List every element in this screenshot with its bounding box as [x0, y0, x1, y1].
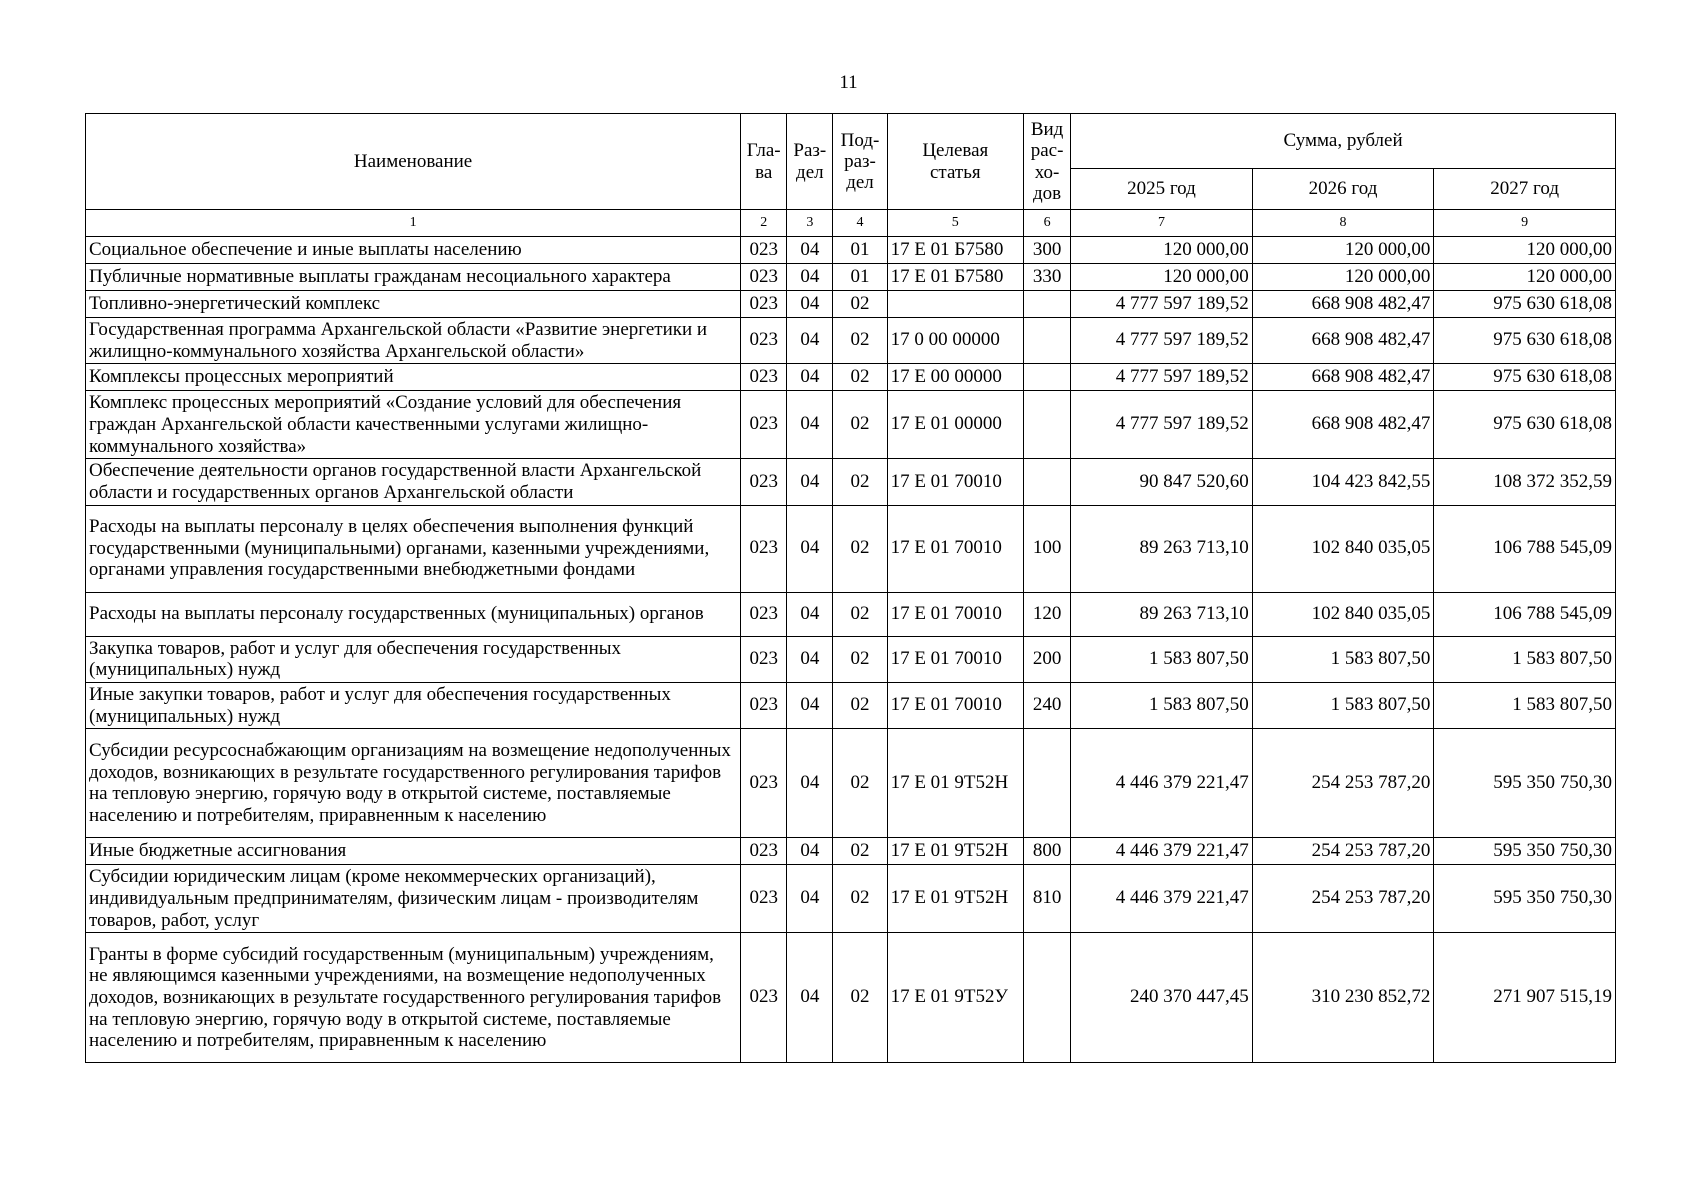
- row-expense-type: 120: [1024, 592, 1071, 636]
- row-amount-2026: 668 908 482,47: [1252, 391, 1434, 459]
- row-amount-2027: 1 583 807,50: [1434, 636, 1616, 682]
- row-target-article: 17 Е 01 Б7580: [887, 237, 1023, 264]
- header-subsection: Под- раз- дел: [833, 114, 887, 210]
- table-row: [86, 291, 1616, 318]
- row-expense-type: [1024, 933, 1071, 1063]
- header-sum-group: Сумма, рублей: [1071, 114, 1616, 169]
- row-chapter: 023: [741, 459, 787, 505]
- row-chapter: 023: [741, 237, 787, 264]
- row-chapter: 023: [741, 636, 787, 682]
- row-section: 04: [787, 636, 833, 682]
- column-number-2: 2: [741, 210, 787, 237]
- row-subsection: 02: [833, 291, 887, 318]
- row-name: Закупка товаров, работ и услуг для обеспечения государственных (муниципальных) нужд: [86, 636, 741, 682]
- column-number-1: 1: [86, 210, 741, 237]
- row-name: Комплексы процессных мероприятий: [86, 364, 741, 391]
- row-amount-2027: 975 630 618,08: [1434, 364, 1616, 391]
- column-number-3: 3: [787, 210, 833, 237]
- table-row: [86, 318, 1616, 364]
- row-section: 04: [787, 264, 833, 291]
- row-amount-2026: 104 423 842,55: [1252, 459, 1434, 505]
- row-subsection: 02: [833, 391, 887, 459]
- row-expense-type: [1024, 729, 1071, 838]
- row-amount-2026: 254 253 787,20: [1252, 865, 1434, 933]
- row-expense-type: 300: [1024, 237, 1071, 264]
- row-target-article: 17 0 00 00000: [887, 318, 1023, 364]
- row-amount-2025: 89 263 713,10: [1071, 505, 1253, 592]
- table-row: [86, 592, 1616, 636]
- header-year-2026: 2026 год: [1252, 169, 1434, 210]
- row-chapter: 023: [741, 592, 787, 636]
- row-target-article: 17 Е 01 9Т52Н: [887, 838, 1023, 865]
- header-year-2027: 2027 год: [1434, 169, 1616, 210]
- row-name: Комплекс процессных мероприятий «Создание условий для обеспечения граждан Архангельской области качественными услугами жилищно-коммунального хозяйства»: [86, 391, 741, 459]
- row-chapter: 023: [741, 364, 787, 391]
- row-amount-2026: 1 583 807,50: [1252, 682, 1434, 728]
- row-section: 04: [787, 592, 833, 636]
- row-amount-2026: 102 840 035,05: [1252, 592, 1434, 636]
- row-expense-type: 200: [1024, 636, 1071, 682]
- row-subsection: 02: [833, 636, 887, 682]
- row-amount-2027: 106 788 545,09: [1434, 592, 1616, 636]
- row-subsection: 01: [833, 264, 887, 291]
- header-chapter: Гла- ва: [741, 114, 787, 210]
- table-row: [86, 237, 1616, 264]
- row-target-article: 17 Е 01 70010: [887, 592, 1023, 636]
- row-amount-2025: 4 777 597 189,52: [1071, 291, 1253, 318]
- row-subsection: 02: [833, 459, 887, 505]
- row-chapter: 023: [741, 264, 787, 291]
- row-amount-2025: 4 446 379 221,47: [1071, 865, 1253, 933]
- column-number-7: 7: [1071, 210, 1253, 237]
- row-section: 04: [787, 933, 833, 1063]
- row-amount-2025: 1 583 807,50: [1071, 682, 1253, 728]
- row-amount-2027: 975 630 618,08: [1434, 318, 1616, 364]
- page-number: 11: [839, 72, 858, 93]
- row-amount-2025: 89 263 713,10: [1071, 592, 1253, 636]
- row-subsection: 01: [833, 237, 887, 264]
- row-expense-type: [1024, 364, 1071, 391]
- row-name: Обеспечение деятельности органов государственной власти Архангельской области и государственных органов Архангельской области: [86, 459, 741, 505]
- row-amount-2026: 668 908 482,47: [1252, 364, 1434, 391]
- row-chapter: 023: [741, 505, 787, 592]
- row-name: Публичные нормативные выплаты гражданам несоциального характера: [86, 264, 741, 291]
- row-target-article: 17 Е 01 Б7580: [887, 264, 1023, 291]
- table-row: [86, 505, 1616, 592]
- table-row: [86, 729, 1616, 838]
- column-number-8: 8: [1252, 210, 1434, 237]
- row-amount-2027: 271 907 515,19: [1434, 933, 1616, 1063]
- row-amount-2026: 668 908 482,47: [1252, 291, 1434, 318]
- row-subsection: 02: [833, 682, 887, 728]
- row-amount-2027: 120 000,00: [1434, 237, 1616, 264]
- row-section: 04: [787, 838, 833, 865]
- row-amount-2026: 254 253 787,20: [1252, 729, 1434, 838]
- row-amount-2025: 120 000,00: [1071, 264, 1253, 291]
- row-target-article: [887, 291, 1023, 318]
- row-amount-2025: 120 000,00: [1071, 237, 1253, 264]
- row-chapter: 023: [741, 729, 787, 838]
- row-target-article: 17 Е 01 00000: [887, 391, 1023, 459]
- row-subsection: 02: [833, 729, 887, 838]
- header-expense-type: Вид рас- хо- дов: [1024, 114, 1071, 210]
- row-amount-2026: 102 840 035,05: [1252, 505, 1434, 592]
- column-number-9: 9: [1434, 210, 1616, 237]
- row-chapter: 023: [741, 682, 787, 728]
- row-name: Иные бюджетные ассигнования: [86, 838, 741, 865]
- row-target-article: 17 Е 00 00000: [887, 364, 1023, 391]
- row-expense-type: [1024, 318, 1071, 364]
- row-chapter: 023: [741, 291, 787, 318]
- row-section: 04: [787, 505, 833, 592]
- row-amount-2025: 4 777 597 189,52: [1071, 318, 1253, 364]
- table-row: [86, 682, 1616, 728]
- row-expense-type: [1024, 459, 1071, 505]
- header-year-2025: 2025 год: [1071, 169, 1253, 210]
- row-amount-2027: 120 000,00: [1434, 264, 1616, 291]
- row-section: 04: [787, 682, 833, 728]
- row-target-article: 17 Е 01 9Т52Н: [887, 729, 1023, 838]
- row-amount-2027: 595 350 750,30: [1434, 838, 1616, 865]
- row-chapter: 023: [741, 865, 787, 933]
- row-amount-2027: 975 630 618,08: [1434, 291, 1616, 318]
- row-name: Государственная программа Архангельской области «Развитие энергетики и жилищно-коммунального хозяйства Архангельской области»: [86, 318, 741, 364]
- row-target-article: 17 Е 01 70010: [887, 636, 1023, 682]
- row-expense-type: [1024, 391, 1071, 459]
- row-amount-2027: 595 350 750,30: [1434, 865, 1616, 933]
- row-chapter: 023: [741, 318, 787, 364]
- table-row: [86, 391, 1616, 459]
- table-row: [86, 459, 1616, 505]
- row-amount-2027: 108 372 352,59: [1434, 459, 1616, 505]
- row-target-article: 17 Е 01 70010: [887, 505, 1023, 592]
- row-name: Субсидии юридическим лицам (кроме некоммерческих организаций), индивидуальным предпринимателям, физическим лицам - производителям товаров, работ, услуг: [86, 865, 741, 933]
- row-amount-2025: 4 446 379 221,47: [1071, 729, 1253, 838]
- row-target-article: 17 Е 01 9Т52У: [887, 933, 1023, 1063]
- row-expense-type: 100: [1024, 505, 1071, 592]
- row-chapter: 023: [741, 391, 787, 459]
- row-target-article: 17 Е 01 70010: [887, 459, 1023, 505]
- table-body: [86, 237, 1616, 1063]
- row-section: 04: [787, 364, 833, 391]
- table-row: [86, 933, 1616, 1063]
- row-name: Топливно-энергетический комплекс: [86, 291, 741, 318]
- row-section: 04: [787, 291, 833, 318]
- row-amount-2026: 120 000,00: [1252, 237, 1434, 264]
- row-chapter: 023: [741, 838, 787, 865]
- row-name: Субсидии ресурсоснабжающим организациям на возмещение недополученных доходов, возникающих в результате государственного регулирования тарифов на тепловую энергию, горячую воду в открытой системе, поставляемые населению и потребителям, приравненным к населению: [86, 729, 741, 838]
- row-section: 04: [787, 459, 833, 505]
- row-amount-2025: 4 777 597 189,52: [1071, 364, 1253, 391]
- row-subsection: 02: [833, 505, 887, 592]
- row-expense-type: 810: [1024, 865, 1071, 933]
- row-name: Гранты в форме субсидий государственным (муниципальным) учреждениям, не являющимся казенными учреждениями, на возмещение недополученных доходов, возникающих в результате государственного регулирования тарифов на тепловую энергию, горячую воду в открытой системе, поставляемые населению и потребителям, приравненным к населению: [86, 933, 741, 1063]
- row-amount-2025: 90 847 520,60: [1071, 459, 1253, 505]
- row-chapter: 023: [741, 933, 787, 1063]
- row-section: 04: [787, 391, 833, 459]
- row-subsection: 02: [833, 364, 887, 391]
- header-section: Раз- дел: [787, 114, 833, 210]
- column-number-4: 4: [833, 210, 887, 237]
- row-subsection: 02: [833, 318, 887, 364]
- row-amount-2027: 106 788 545,09: [1434, 505, 1616, 592]
- row-subsection: 02: [833, 838, 887, 865]
- table-row: [86, 264, 1616, 291]
- row-name: Расходы на выплаты персоналу государственных (муниципальных) органов: [86, 592, 741, 636]
- row-amount-2026: 1 583 807,50: [1252, 636, 1434, 682]
- row-name: Социальное обеспечение и иные выплаты населению: [86, 237, 741, 264]
- column-number-row: [86, 210, 1616, 237]
- row-amount-2025: 1 583 807,50: [1071, 636, 1253, 682]
- row-expense-type: 330: [1024, 264, 1071, 291]
- header-name: Наименование: [86, 114, 741, 210]
- row-amount-2025: 4 777 597 189,52: [1071, 391, 1253, 459]
- row-amount-2026: 254 253 787,20: [1252, 838, 1434, 865]
- row-subsection: 02: [833, 592, 887, 636]
- row-expense-type: [1024, 291, 1071, 318]
- row-section: 04: [787, 865, 833, 933]
- row-amount-2026: 668 908 482,47: [1252, 318, 1434, 364]
- row-section: 04: [787, 237, 833, 264]
- row-subsection: 02: [833, 933, 887, 1063]
- row-amount-2027: 595 350 750,30: [1434, 729, 1616, 838]
- table-row: [86, 636, 1616, 682]
- column-number-6: 6: [1024, 210, 1071, 237]
- table-row: [86, 865, 1616, 933]
- row-expense-type: 800: [1024, 838, 1071, 865]
- row-amount-2025: 4 446 379 221,47: [1071, 838, 1253, 865]
- row-name: Расходы на выплаты персоналу в целях обеспечения выполнения функций государственными (муниципальными) органами, казенными учреждениями, органами управления государственными внебюджетными фондами: [86, 505, 741, 592]
- row-section: 04: [787, 318, 833, 364]
- row-amount-2025: 240 370 447,45: [1071, 933, 1253, 1063]
- table-header: [86, 114, 1616, 237]
- column-number-5: 5: [887, 210, 1023, 237]
- table-row: [86, 838, 1616, 865]
- row-amount-2026: 310 230 852,72: [1252, 933, 1434, 1063]
- table-row: [86, 364, 1616, 391]
- row-section: 04: [787, 729, 833, 838]
- row-name: Иные закупки товаров, работ и услуг для обеспечения государственных (муниципальных) нужд: [86, 682, 741, 728]
- row-amount-2027: 975 630 618,08: [1434, 391, 1616, 459]
- row-target-article: 17 Е 01 9Т52Н: [887, 865, 1023, 933]
- row-amount-2027: 1 583 807,50: [1434, 682, 1616, 728]
- row-expense-type: 240: [1024, 682, 1071, 728]
- row-target-article: 17 Е 01 70010: [887, 682, 1023, 728]
- row-subsection: 02: [833, 865, 887, 933]
- budget-table: [85, 113, 1616, 1063]
- header-target-article: Целевая статья: [887, 114, 1023, 210]
- row-amount-2026: 120 000,00: [1252, 264, 1434, 291]
